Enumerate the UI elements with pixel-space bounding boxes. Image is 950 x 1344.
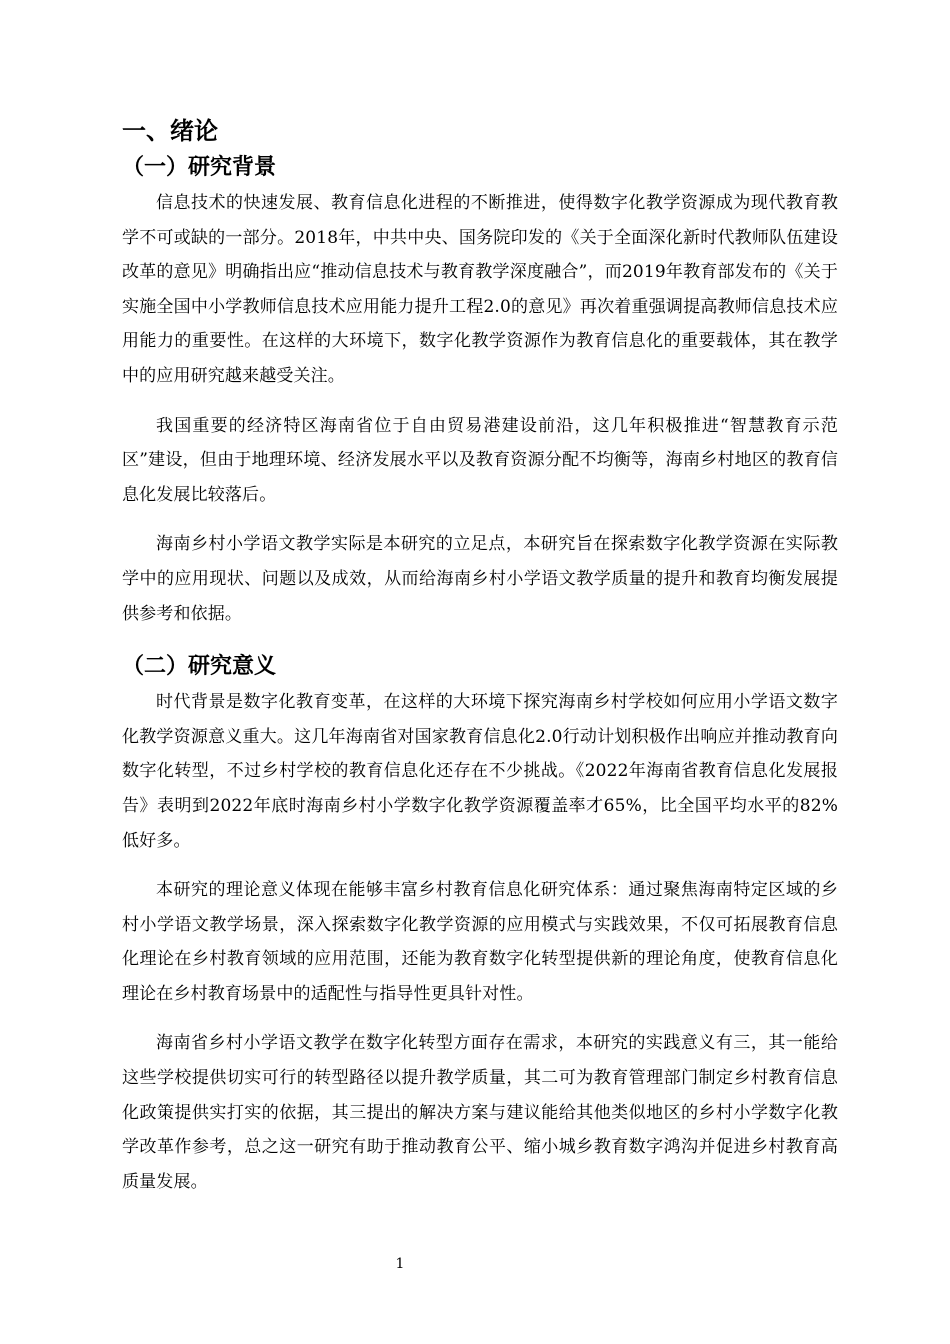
- paragraph: 海南省乡村小学语文教学在数字化转型方面存在需求，本研究的实践意义有三，其一能给这些学校提供切实可行的转型路径以提升教学质量，其二可为教育管理部门制定乡村教育信息化政策提供实打实的依据，其三提出的解决方案与建议能给其他类似地区的乡村小学数字化教学改革作参考，总之这一研究有助于推动教育公平、缩小城乡教育数字鸿沟并促进乡村教育高质量发展。: [122, 1033, 838, 1192]
- section-heading-significance: （二）研究意义: [122, 653, 277, 680]
- paragraph: 我国重要的经济特区海南省位于自由贸易港建设前沿，这几年积极推进“智慧教育示范区”建设，但由于地理环境、经济发展水平以及教育资源分配不均衡等，海南乡村地区的教育信息化发展比较落后。: [122, 415, 838, 505]
- page-number: 1: [395, 1256, 405, 1272]
- paragraph: 信息技术的快速发展、教育信息化进程的不断推进，使得数字化教学资源成为现代教育教学不可或缺的一部分。2018年，中共中央、国务院印发的《关于全面深化新时代教师队伍建设改革的意见》明确指出应“推动信息技术与教育教学深度融合”，而2019年教育部发布的《关于实施全国中小学教师信息技术应用能力提升工程2.0的意见》再次着重强调提高教师信息技术应用能力的重要性。在这样的大环境下，数字化教学资源作为教育信息化的重要载体，其在教学中的应用研究越来越受关注。: [122, 193, 838, 386]
- paragraph: 时代背景是数字化教育变革，在这样的大环境下探究海南乡村学校如何应用小学语文数字化教学资源意义重大。这几年海南省对国家教育信息化2.0行动计划积极作出响应并推动教育向数字化转型，不过乡村学校的教育信息化还存在不少挑战。《2022年海南省教育信息化发展报告》表明到2022年底时海南乡村小学数字化教学资源覆盖率才65%，比全国平均水平的82%低好多。: [122, 692, 838, 851]
- paragraph: 本研究的理论意义体现在能够丰富乡村教育信息化研究体系：通过聚焦海南特定区域的乡村小学语文教学场景，深入探索数字化教学资源的应用模式与实践效果，不仅可拓展教育信息化理论在乡村教育领域的应用范围，还能为教育数字化转型提供新的理论角度，使教育信息化理论在乡村教育场景中的适配性与指导性更具针对性。: [122, 880, 838, 1004]
- chapter-title: 一、绪论: [122, 116, 218, 145]
- page-content: [122, 112, 838, 1214]
- section-heading-background: （一）研究背景: [122, 154, 277, 180]
- paragraph: 海南乡村小学语文教学实际是本研究的立足点，本研究旨在探索数字化教学资源在实际教学中的应用现状、问题以及成效，从而给海南乡村小学语文教学质量的提升和教育均衡发展提供参考和依据。: [122, 534, 838, 624]
